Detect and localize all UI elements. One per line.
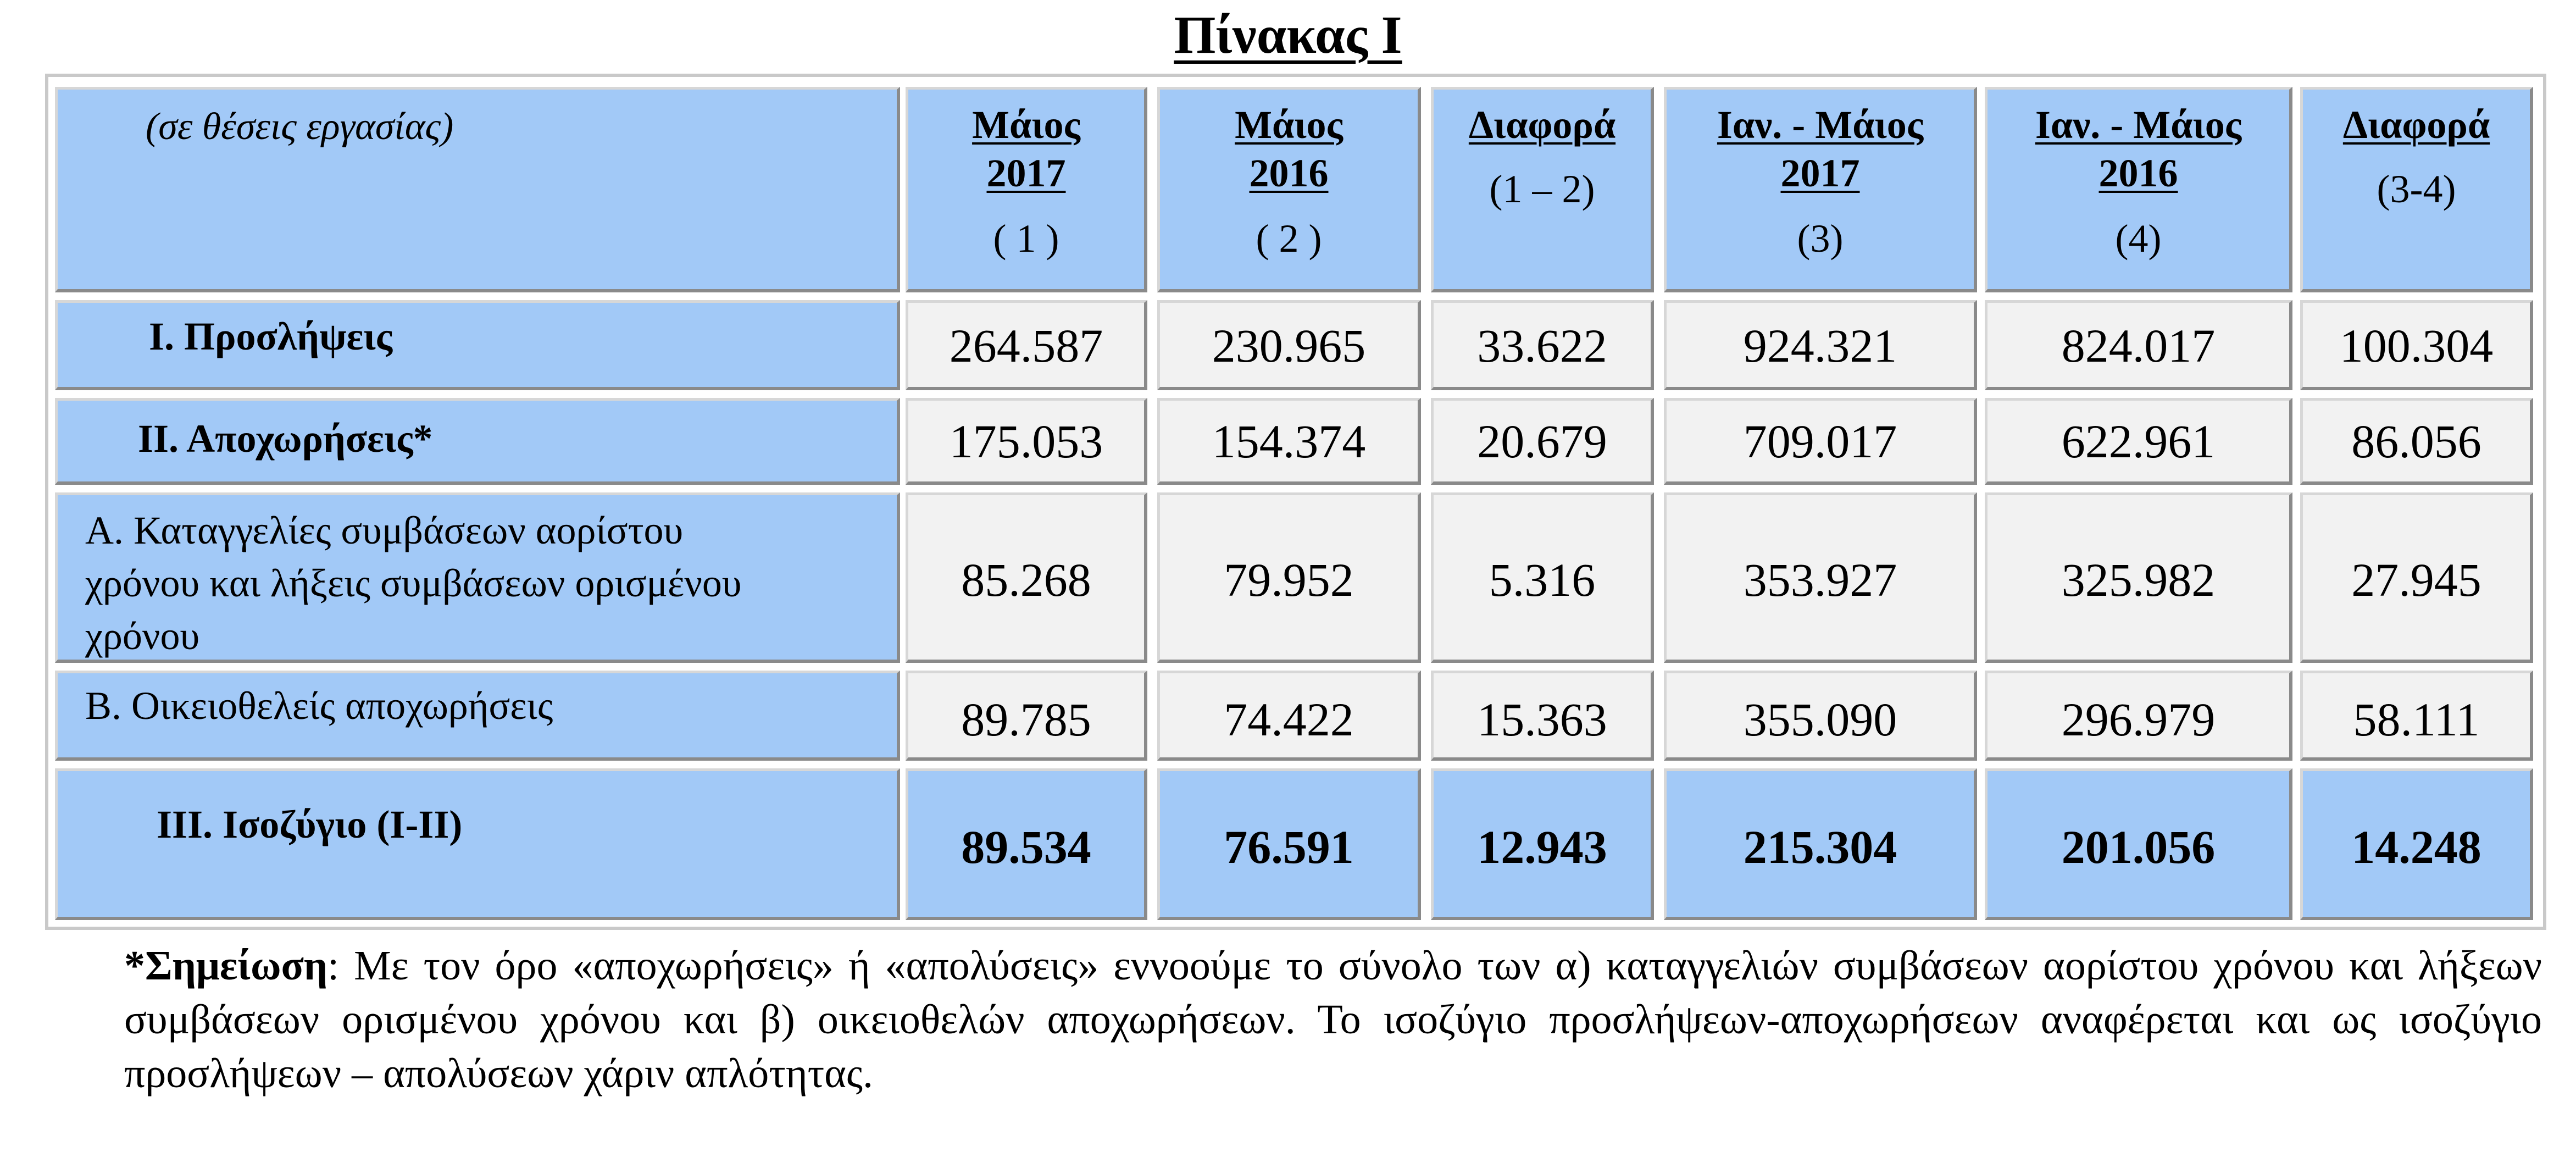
table-cell: 622.961 <box>1985 398 2292 485</box>
row-terminations-label: Α. Καταγγελίες συμβάσεων αορίστου χρόνου και λήξεις συμβάσεων ορισμένου χρόνου <box>85 508 742 658</box>
table-cell: 20.679 <box>1431 398 1654 485</box>
table-cell: 353.927 <box>1664 492 1977 663</box>
table-cell: 924.321 <box>1664 300 1977 390</box>
header-jan-may-2016-sub: (4) <box>2115 217 2162 261</box>
row-terminations-label-cell <box>55 492 900 663</box>
table-cell: 201.056 <box>1985 768 2292 920</box>
header-jan-may-2017-sub: (3) <box>1797 217 1844 261</box>
header-diff-3-4-title: Διαφορά <box>2342 103 2490 147</box>
table-cell: 175.053 <box>906 398 1147 485</box>
table-cell: 86.056 <box>2300 398 2533 485</box>
row-departures-label-cell <box>55 398 900 485</box>
table-cell: 264.587 <box>906 300 1147 390</box>
table-cell: 154.374 <box>1157 398 1421 485</box>
table-title: Πίνακας Ι <box>1174 5 1402 65</box>
table-cell: 89.534 <box>906 768 1147 920</box>
header-may-2016-sub: ( 2 ) <box>1256 217 1322 261</box>
header-may-2016-title: Μάιος 2016 <box>1235 103 1343 195</box>
table-cell: 15.363 <box>1431 671 1654 761</box>
header-may-2017-title: Μάιος 2017 <box>972 103 1080 195</box>
footnote <box>124 939 2542 1100</box>
table-cell: 27.945 <box>2300 492 2533 663</box>
table-cell: 76.591 <box>1157 768 1421 920</box>
row-voluntary-label-cell <box>55 671 900 761</box>
table-cell: 325.982 <box>1985 492 2292 663</box>
table-cell: 14.248 <box>2300 768 2533 920</box>
table-cell: 215.304 <box>1664 768 1977 920</box>
table-cell: 824.017 <box>1985 300 2292 390</box>
row-departures-label: ΙΙ. Αποχωρήσεις* <box>138 417 433 461</box>
header-diff-1-2-title: Διαφορά <box>1468 103 1616 147</box>
header-diff-3-4 <box>2300 87 2533 292</box>
footnote-text: : Με τον όρο «αποχωρήσεις» ή «απολύσεις» εννοούμε το σύνολο των α) καταγγελιών συμβάσεων αορίστου χρόνου και λήξεων συμβάσεων ορισμένου χρόνου και β) οικειοθελών αποχωρήσεων. Το ισοζύγιο προσλήψεων-αποχωρήσεων αναφέρεται και ως ισοζύγιο προσλήψεων – απολύσεων χάριν απλότητας. <box>124 943 2542 1097</box>
header-jan-may-2017-title: Ιαν. - Μάιος 2017 <box>1717 103 1924 195</box>
header-diff-3-4-sub: (3-4) <box>2377 167 2456 211</box>
header-jan-may-2016-title: Ιαν. - Μάιος 2016 <box>2035 103 2242 195</box>
table-cell: 100.304 <box>2300 300 2533 390</box>
header-may-2017-sub: ( 1 ) <box>993 217 1059 261</box>
table-cell: 79.952 <box>1157 492 1421 663</box>
header-jan-may-2017 <box>1664 87 1977 292</box>
header-diff-1-2 <box>1431 87 1654 292</box>
header-diff-1-2-sub: (1 – 2) <box>1489 167 1595 211</box>
table-cell: 709.017 <box>1664 398 1977 485</box>
header-jan-may-2016 <box>1985 87 2292 292</box>
table-cell: 5.316 <box>1431 492 1654 663</box>
table-cell: 296.979 <box>1985 671 2292 761</box>
table-cell: 58.111 <box>2300 671 2533 761</box>
table-cell: 85.268 <box>906 492 1147 663</box>
unit-header-cell <box>55 87 900 292</box>
table-cell: 355.090 <box>1664 671 1977 761</box>
header-may-2017 <box>906 87 1147 292</box>
footnote-label: *Σημείωση <box>124 943 328 989</box>
row-voluntary-label: Β. Οικειοθελείς αποχωρήσεις <box>85 684 553 728</box>
table-cell: 230.965 <box>1157 300 1421 390</box>
header-may-2016 <box>1157 87 1421 292</box>
table-cell: 12.943 <box>1431 768 1654 920</box>
unit-label: (σε θέσεις εργασίας) <box>146 106 454 148</box>
row-balance-label: ΙΙΙ. Ισοζύγιο (Ι-ΙΙ) <box>157 802 463 846</box>
row-hirings-label-cell <box>55 300 900 390</box>
table-cell: 33.622 <box>1431 300 1654 390</box>
row-hirings-label: Ι. Προσλήψεις <box>149 314 392 358</box>
table-cell: 89.785 <box>906 671 1147 761</box>
table-cell: 74.422 <box>1157 671 1421 761</box>
row-balance-label-cell <box>55 768 900 920</box>
